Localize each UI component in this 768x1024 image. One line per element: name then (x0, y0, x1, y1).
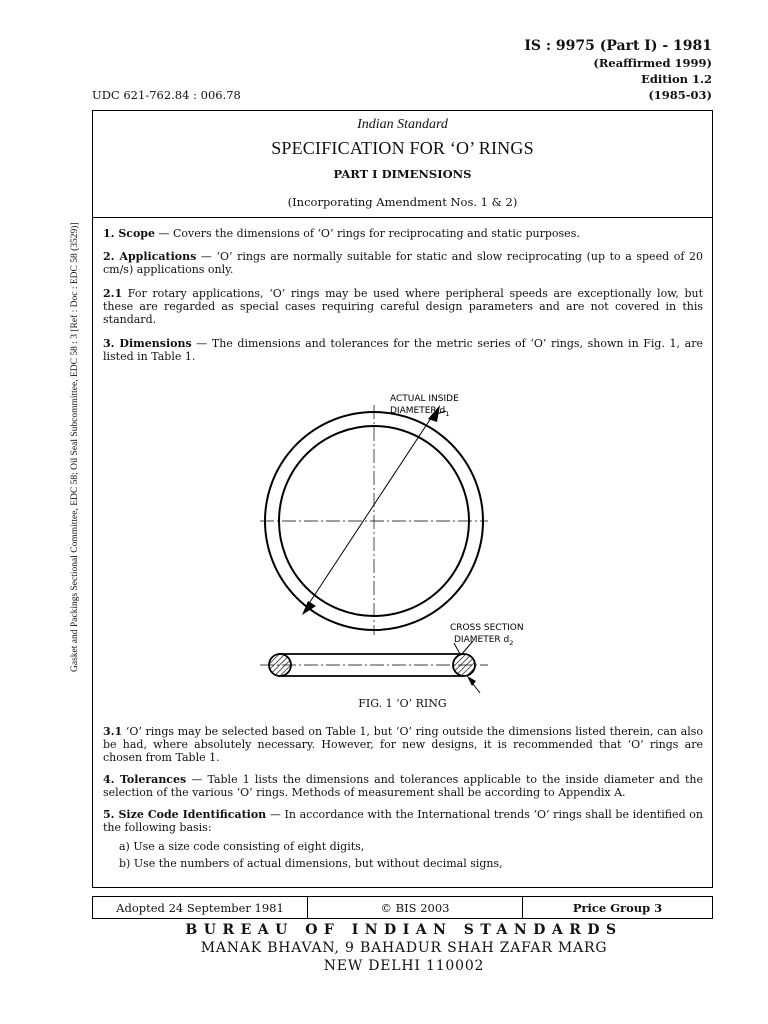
inside-diameter-line (308, 415, 433, 605)
publisher-name: BUREAU OF INDIAN STANDARDS (185, 922, 623, 938)
title-block (93, 111, 712, 218)
arrowhead-icon (467, 676, 476, 686)
clause-heading: 2. Applications (103, 250, 197, 263)
cross-section-symbol: DIAMETER $d_2$ (454, 635, 514, 647)
inside-diameter-label: ACTUAL INSIDE (390, 394, 459, 404)
clause-2-1 (103, 287, 703, 326)
clause-scope (103, 227, 703, 240)
clause-dimensions (103, 337, 703, 363)
clause-text: — In accordance with the International trends ‘O’ rings shall be identified on the following basis: (103, 808, 703, 834)
clause-heading: 3.1 (103, 725, 123, 738)
clause-heading: 2.1 (103, 287, 123, 300)
date-code: (1985-03) (648, 88, 712, 102)
clause-heading: 5. Size Code Identification (103, 808, 267, 821)
udc-code: UDC 621-762.84 : 006.78 (92, 88, 241, 102)
clause-text: ‘O’ rings may be selected based on Table 1, but ‘O’ ring outside the dimensions listed therein, can also be had, where absolutely necessary. However, for new designs, it is recommended that ‘O’ rings are chosen from Table 1. (103, 725, 703, 764)
part-heading: PART I DIMENSIONS (333, 167, 472, 181)
page-title: SPECIFICATION FOR ‘O’ RINGS (271, 138, 534, 158)
section-circle-right (453, 654, 475, 676)
clause-applications (103, 250, 703, 276)
price-group: Price Group 3 (572, 900, 663, 915)
clause-tolerances (103, 773, 703, 799)
clause-text: — ‘O’ rings are normally suitable for static and slow reciprocating (up to a speed of 20 cm/s) applications only. (103, 250, 704, 276)
clause-text: — Table 1 lists the dimensions and tolerances applicable to the inside diameter and the selection of the various ‘O’ rings. Methods of measurement shall be according to Appendix A. (103, 773, 703, 799)
list-item: a) Use a size code consisting of eight digits, (119, 840, 365, 853)
adopted-date: Adopted 24 September 1981 (93, 897, 308, 918)
inside-diameter-symbol: DIAMETER $d_1$ (390, 406, 450, 418)
o-ring-figure (258, 375, 558, 705)
side-committee-text: Gasket and Packings Sectional Committee, EDC 58; Oil Seal Subcommittee, EDC 58 : 3 [Ref : Doc : EDC 58 (3529)] (70, 222, 80, 672)
clause-heading: 4. Tolerances (103, 773, 187, 786)
clause-text: — The dimensions and tolerances for the metric series of ‘O’ rings, shown in Fig. 1, are listed in Table 1. (103, 337, 703, 363)
clause-text: — Covers the dimensions of ‘O’ rings for reciprocating and static purposes. (154, 227, 580, 240)
list-item: b) Use the numbers of actual dimensions, but without decimal signs, (119, 857, 503, 870)
copyright: © BIS 2003 (308, 897, 523, 918)
clause-3-1 (103, 725, 703, 764)
publisher-city: NEW DELHI 110002 (323, 958, 485, 974)
amendment-note: (Incorporating Amendment Nos. 1 & 2) (287, 195, 518, 209)
publisher-address: MANAK BHAVAN, 9 BAHADUR SHAH ZAFAR MARG (200, 940, 608, 956)
clause-size-code (103, 808, 703, 834)
standard-number: IS : 9975 (Part I) - 1981 (524, 38, 712, 54)
clause-heading: 3. Dimensions (103, 337, 192, 350)
clause-heading: 1. Scope (103, 227, 155, 240)
edition-label: Edition 1.2 (641, 72, 712, 86)
reaffirmed-note: (Reaffirmed 1999) (593, 56, 712, 70)
document-frame (92, 110, 713, 888)
footer-table (92, 896, 713, 919)
cross-section-arrow-line (473, 684, 480, 693)
section-circle-left (269, 654, 291, 676)
figure-caption: FIG. 1 ‘O’ RING (358, 697, 447, 710)
clause-text: For rotary applications, ‘O’ rings may be used where peripheral speeds are exceptionally low, but these are regarded as special cases requiring careful design parameters and are not covered in this standard. (103, 287, 703, 326)
indian-standard-label: Indian Standard (357, 117, 448, 132)
cross-section-label: CROSS SECTION (450, 623, 524, 633)
